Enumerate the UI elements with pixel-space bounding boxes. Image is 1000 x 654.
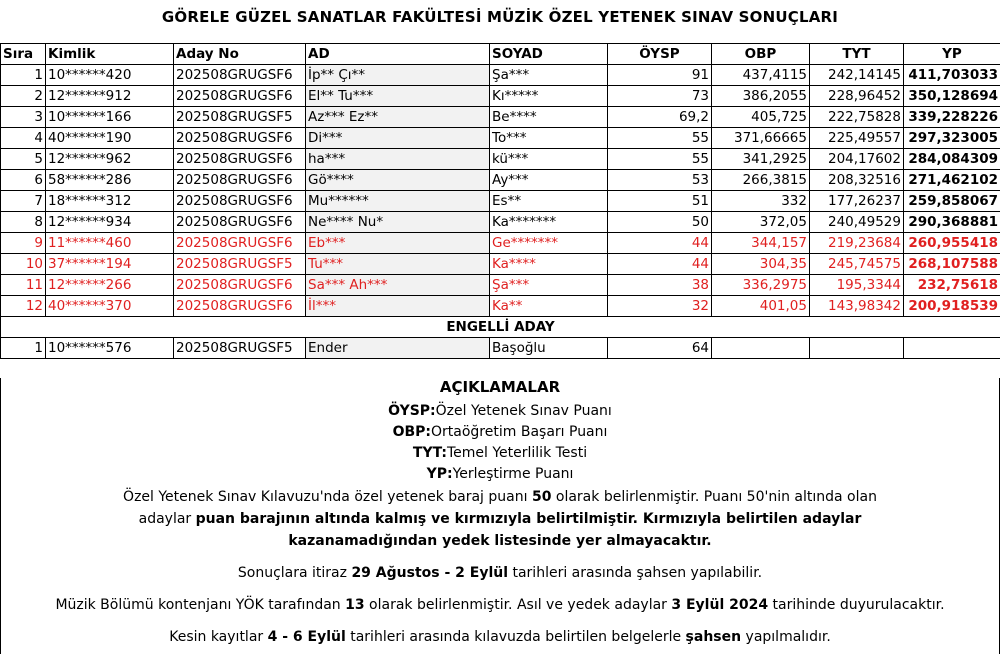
cell-obp: 266,3815 xyxy=(712,170,810,191)
cell-obp: 372,05 xyxy=(712,212,810,233)
engelli-title: ENGELLİ ADAY xyxy=(1,317,1000,338)
cell-soyad: Başoğlu xyxy=(490,338,608,359)
cell-oysp: 53 xyxy=(608,170,712,191)
def-abbr: ÖYSP: xyxy=(388,403,436,419)
engelli-section-row xyxy=(1,317,1000,338)
cell-tyt: 245,74575 xyxy=(810,254,904,275)
cell-sira: 8 xyxy=(1,212,46,233)
cell-obp: 332 xyxy=(712,191,810,212)
cell-ad: Eb*** xyxy=(306,233,490,254)
cell-ad: Gö**** xyxy=(306,170,490,191)
cell-ad: Az*** Ez** xyxy=(306,107,490,128)
text-bold: 13 xyxy=(345,597,365,613)
text: olarak belirlenmiştir. Puanı 50'nin altında olan xyxy=(551,489,877,505)
table-row xyxy=(1,107,1000,128)
cell-aday-no: 202508GRUGSF5 xyxy=(174,338,306,359)
cell-obp: 304,35 xyxy=(712,254,810,275)
text-bold: 29 Ağustos - 2 Eylül xyxy=(351,565,509,581)
text: olarak belirlenmiştir. Asıl ve yedek adaylar xyxy=(364,597,672,613)
cell-sira: 11 xyxy=(1,275,46,296)
notes-section xyxy=(0,378,1000,648)
text-bold: puan barajının altında kalmış ve kırmızıyla belirtilmiştir. Kırmızıyla belirtilen adaylar xyxy=(195,511,862,527)
cell-kimlik: 11******460 xyxy=(46,233,174,254)
col-aday-no: Aday No xyxy=(174,44,306,65)
cell-aday-no: 202508GRUGSF6 xyxy=(174,233,306,254)
col-soyad: SOYAD xyxy=(490,44,608,65)
cell-oysp: 32 xyxy=(608,296,712,317)
results-table xyxy=(0,43,1000,359)
def-abbr: YP: xyxy=(426,466,453,482)
cell-kimlik: 18******312 xyxy=(46,191,174,212)
text-bold: şahsen xyxy=(685,629,742,645)
col-yp: YP xyxy=(904,44,1000,65)
cell-kimlik: 10******166 xyxy=(46,107,174,128)
cell-aday-no: 202508GRUGSF6 xyxy=(174,65,306,86)
cell-aday-no: 202508GRUGSF5 xyxy=(174,254,306,275)
text: Sonuçlara itiraz xyxy=(237,565,352,581)
cell-tyt: 219,23684 xyxy=(810,233,904,254)
cell-yp: 271,462102 xyxy=(904,170,1000,191)
cell-soyad: Ay*** xyxy=(490,170,608,191)
cell-yp: 290,368881 xyxy=(904,212,1000,233)
cell-soyad: Kı***** xyxy=(490,86,608,107)
cell-yp: 284,084309 xyxy=(904,149,1000,170)
page-title: GÖRELE GÜZEL SANATLAR FAKÜLTESİ MÜZİK ÖZEL YETENEK SINAV SONUÇLARI xyxy=(161,8,839,26)
cell-soyad: kü*** xyxy=(490,149,608,170)
cell-kimlik: 10******576 xyxy=(46,338,174,359)
cell-aday-no: 202508GRUGSF6 xyxy=(174,296,306,317)
cell-yp: 339,228226 xyxy=(904,107,1000,128)
cell-ad: Ne**** Nu* xyxy=(306,212,490,233)
cell-yp: 268,107588 xyxy=(904,254,1000,275)
cell-soyad: To*** xyxy=(490,128,608,149)
cell-obp: 401,05 xyxy=(712,296,810,317)
cell-oysp: 55 xyxy=(608,149,712,170)
table-row xyxy=(1,191,1000,212)
cell-aday-no: 202508GRUGSF6 xyxy=(174,275,306,296)
cell-oysp: 51 xyxy=(608,191,712,212)
cell-sira: 1 xyxy=(1,338,46,359)
col-ad: AD xyxy=(306,44,490,65)
cell-kimlik: 37******194 xyxy=(46,254,174,275)
cell-soyad: Şa*** xyxy=(490,275,608,296)
note-baraj-3: kazanamadığından yedek listesinde yer almayacaktır. xyxy=(288,533,712,549)
cell-soyad: Ka******* xyxy=(490,212,608,233)
text: Özel Yetenek Sınav Kılavuzu'nda özel yetenek baraj puanı xyxy=(123,489,532,505)
text: tarihleri arasında kılavuzda belirtilen belgelerle xyxy=(345,629,686,645)
cell-kimlik: 12******912 xyxy=(46,86,174,107)
table-row xyxy=(1,86,1000,107)
cell-ad: ha*** xyxy=(306,149,490,170)
cell-ad: El** Tu*** xyxy=(306,86,490,107)
results-body xyxy=(1,65,1000,317)
cell-obp: 405,725 xyxy=(712,107,810,128)
cell-oysp: 64 xyxy=(608,338,712,359)
def-abbr: OBP: xyxy=(392,424,432,440)
cell-tyt: 195,3344 xyxy=(810,275,904,296)
cell-sira: 6 xyxy=(1,170,46,191)
cell-aday-no: 202508GRUGSF6 xyxy=(174,149,306,170)
cell-sira: 5 xyxy=(1,149,46,170)
def-tyt xyxy=(0,444,1000,462)
cell-tyt: 240,49529 xyxy=(810,212,904,233)
cell-tyt: 143,98342 xyxy=(810,296,904,317)
def-text: Temel Yeterlilik Testi xyxy=(446,445,588,461)
note-kontenjan xyxy=(0,594,1000,616)
cell-oysp: 55 xyxy=(608,128,712,149)
cell-yp: 200,918539 xyxy=(904,296,1000,317)
cell-kimlik: 40******370 xyxy=(46,296,174,317)
cell-aday-no: 202508GRUGSF6 xyxy=(174,86,306,107)
cell-yp: 259,858067 xyxy=(904,191,1000,212)
cell-yp: 232,75618 xyxy=(904,275,1000,296)
cell-tyt xyxy=(810,338,904,359)
cell-aday-no: 202508GRUGSF5 xyxy=(174,107,306,128)
cell-soyad: Es** xyxy=(490,191,608,212)
cell-yp: 260,955418 xyxy=(904,233,1000,254)
header-row xyxy=(1,44,1000,65)
table-row xyxy=(1,254,1000,275)
cell-sira: 4 xyxy=(1,128,46,149)
text: tarihleri arasında şahsen yapılabilir. xyxy=(508,565,763,581)
def-yp xyxy=(0,465,1000,483)
cell-oysp: 50 xyxy=(608,212,712,233)
table-row xyxy=(1,296,1000,317)
cell-obp: 371,66665 xyxy=(712,128,810,149)
cell-kimlik: 10******420 xyxy=(46,65,174,86)
text: Müzik Bölümü kontenjanı YÖK tarafından xyxy=(55,597,346,613)
cell-tyt: 242,14145 xyxy=(810,65,904,86)
text: yapılmalıdır. xyxy=(741,629,831,645)
notes-heading: AÇIKLAMALAR xyxy=(439,378,561,396)
cell-tyt: 225,49557 xyxy=(810,128,904,149)
def-text: Yerleştirme Puanı xyxy=(452,466,574,482)
text-bold: 4 - 6 Eylül xyxy=(267,629,346,645)
cell-kimlik: 58******286 xyxy=(46,170,174,191)
table-row xyxy=(1,170,1000,191)
def-obp xyxy=(0,423,1000,441)
cell-kimlik: 40******190 xyxy=(46,128,174,149)
note-baraj-2 xyxy=(0,508,1000,530)
cell-oysp: 44 xyxy=(608,233,712,254)
cell-ad: Di*** xyxy=(306,128,490,149)
cell-yp: 350,128694 xyxy=(904,86,1000,107)
cell-sira: 9 xyxy=(1,233,46,254)
cell-oysp: 69,2 xyxy=(608,107,712,128)
def-abbr: TYT: xyxy=(412,445,447,461)
text: Kesin kayıtlar xyxy=(169,629,268,645)
def-text: Ortaöğretim Başarı Puanı xyxy=(431,424,608,440)
cell-sira: 12 xyxy=(1,296,46,317)
cell-soyad: Be**** xyxy=(490,107,608,128)
table-row xyxy=(1,149,1000,170)
cell-yp: 297,323005 xyxy=(904,128,1000,149)
note-baraj xyxy=(0,486,1000,508)
cell-aday-no: 202508GRUGSF6 xyxy=(174,128,306,149)
cell-obp: 344,157 xyxy=(712,233,810,254)
cell-sira: 2 xyxy=(1,86,46,107)
cell-kimlik: 12******266 xyxy=(46,275,174,296)
col-tyt: TYT xyxy=(810,44,904,65)
cell-sira: 10 xyxy=(1,254,46,275)
table-row xyxy=(1,212,1000,233)
text: tarihinde duyurulacaktır. xyxy=(768,597,945,613)
cell-obp xyxy=(712,338,810,359)
text-bold: 3 Eylül 2024 xyxy=(671,597,769,613)
cell-ad: Tu*** xyxy=(306,254,490,275)
cell-obp: 386,2055 xyxy=(712,86,810,107)
cell-tyt: 204,17602 xyxy=(810,149,904,170)
cell-yp: 411,703033 xyxy=(904,65,1000,86)
cell-soyad: Ka**** xyxy=(490,254,608,275)
cell-oysp: 73 xyxy=(608,86,712,107)
cell-oysp: 44 xyxy=(608,254,712,275)
cell-aday-no: 202508GRUGSF6 xyxy=(174,212,306,233)
table-row xyxy=(1,233,1000,254)
cell-kimlik: 12******962 xyxy=(46,149,174,170)
cell-soyad: Ge******* xyxy=(490,233,608,254)
table-row xyxy=(1,275,1000,296)
cell-tyt: 228,96452 xyxy=(810,86,904,107)
note-itiraz xyxy=(0,562,1000,584)
col-sira: Sıra xyxy=(1,44,46,65)
cell-obp: 437,4115 xyxy=(712,65,810,86)
def-text: Özel Yetenek Sınav Puanı xyxy=(435,403,612,419)
cell-kimlik: 12******934 xyxy=(46,212,174,233)
cell-soyad: Şa*** xyxy=(490,65,608,86)
cell-tyt: 177,26237 xyxy=(810,191,904,212)
cell-ad: Mu****** xyxy=(306,191,490,212)
table-row xyxy=(1,128,1000,149)
cell-oysp: 38 xyxy=(608,275,712,296)
cell-aday-no: 202508GRUGSF6 xyxy=(174,191,306,212)
cell-aday-no: 202508GRUGSF6 xyxy=(174,170,306,191)
def-oysp xyxy=(0,402,1000,420)
cell-tyt: 222,75828 xyxy=(810,107,904,128)
cell-ad: İp** Çı** xyxy=(306,65,490,86)
table-row xyxy=(1,65,1000,86)
cell-obp: 336,2975 xyxy=(712,275,810,296)
col-kimlik: Kimlik xyxy=(46,44,174,65)
cell-obp: 341,2925 xyxy=(712,149,810,170)
text: adaylar xyxy=(138,511,196,527)
cell-sira: 7 xyxy=(1,191,46,212)
cell-sira: 3 xyxy=(1,107,46,128)
col-obp: OBP xyxy=(712,44,810,65)
cell-sira: 1 xyxy=(1,65,46,86)
cell-yp xyxy=(904,338,1000,359)
cell-oysp: 91 xyxy=(608,65,712,86)
col-oysp: ÖYSP xyxy=(608,44,712,65)
text-bold: 50 xyxy=(531,489,552,505)
cell-ad: Ender xyxy=(306,338,490,359)
cell-ad: Sa*** Ah*** xyxy=(306,275,490,296)
cell-tyt: 208,32516 xyxy=(810,170,904,191)
engelli-row xyxy=(1,338,1000,359)
cell-ad: İl*** xyxy=(306,296,490,317)
note-kayit xyxy=(0,626,1000,648)
cell-soyad: Ka** xyxy=(490,296,608,317)
